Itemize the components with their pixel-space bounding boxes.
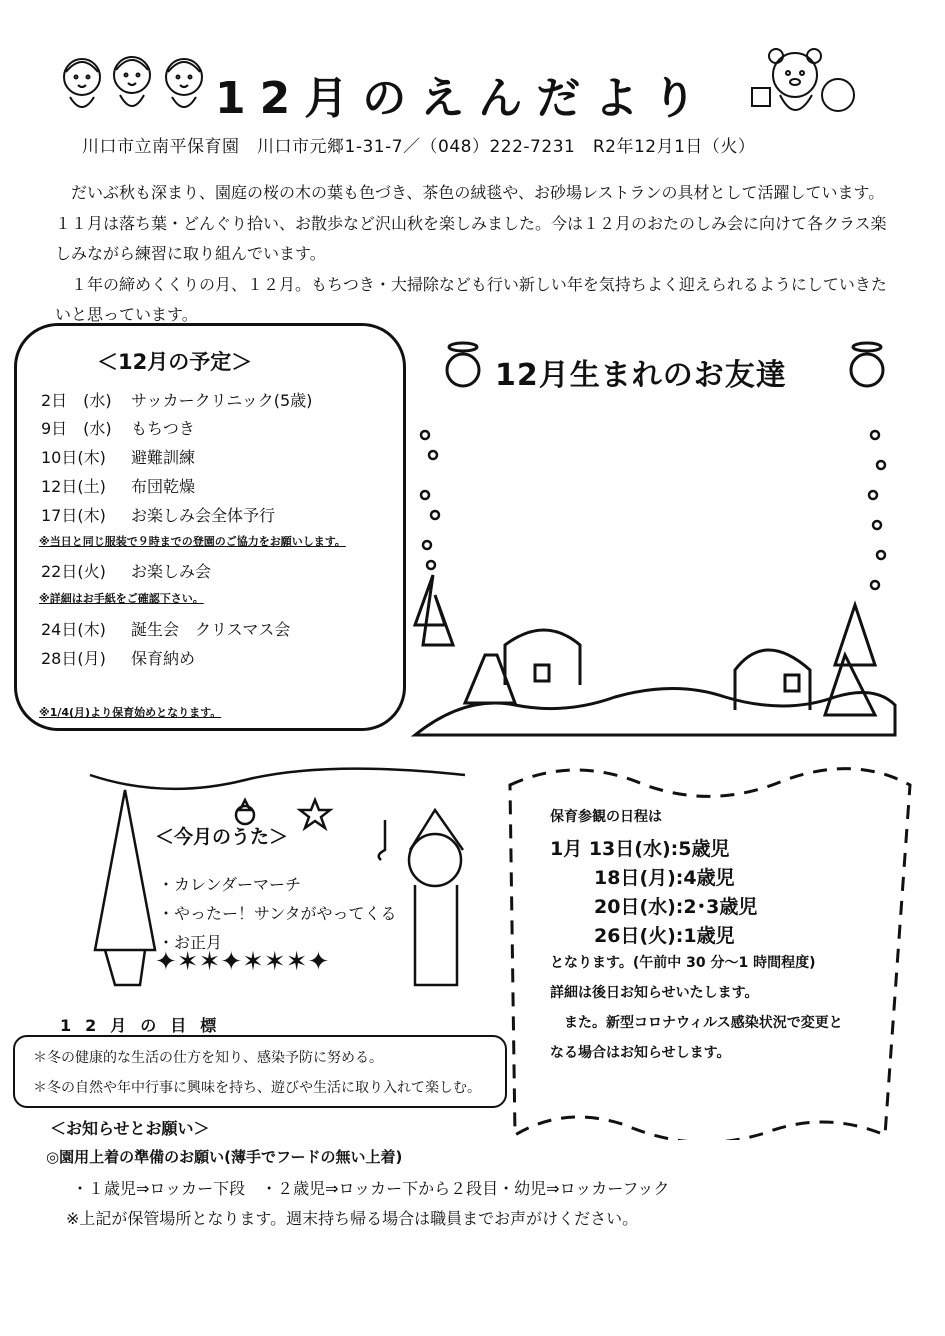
birthday-title: 12月生まれのお友達 [495,358,787,393]
intro-text [55,178,895,331]
schedule-event: 避難訓練 [131,448,196,467]
schedule-row [41,617,290,640]
schedule-note: ※1/4(月)より保育始めとなります。 [39,706,222,719]
schedule-event: サッカークリニック(5歳) [131,391,313,410]
schedule-row [41,559,211,582]
schedule-date: 17日(木) [41,506,106,525]
goals-title: 12月の目標 [60,1016,231,1035]
schedule-event: もちつき [131,419,195,438]
visit-heading: 保育参観の日程は [550,809,662,825]
schedule-date: 2日 (水) [41,391,112,410]
visit-row: 18日(月):4歳児 [594,867,735,889]
visit-schedule [550,806,880,1068]
schedule-date: 12日(土) [41,477,106,496]
goal-item: ＊冬の健康的な生活の仕方を知り、感染予防に努める。 [33,1050,383,1066]
visit-row: 1月 13日(水):5歳児 [550,838,730,860]
singing-children-illustration [52,42,217,122]
schedule-row [41,503,275,526]
svg-text:✦✶✶✦✶✶✶✦: ✦✶✶✦✶✶✶✦ [155,947,330,977]
notice-title: ＜お知らせとお願い＞ [50,1119,210,1138]
schedule-date: 24日(木) [41,620,106,639]
schedule-row [41,388,312,411]
schedule-event: 保育納め [131,649,196,668]
schedule-event: お楽しみ会全体予行 [131,506,276,525]
schedule-title: ＜12月の予定＞ [97,350,253,374]
goal-item: ＊冬の自然や年中行事に興味を持ち、遊びや生活に取り入れて楽しむ。 [33,1080,481,1096]
schedule-date: 10日(木) [41,448,106,467]
schedule-row [41,445,195,468]
visit-row: 26日(火):1歳児 [594,925,735,947]
schedule-event: お楽しみ会 [131,562,212,581]
songs-title: ＜今月のうた＞ [155,826,289,848]
visit-text: となります。(午前中 30 分～1 時間程度) [550,955,816,971]
visit-text: また。新型コロナウィルス感染状況で変更と [550,1015,843,1031]
schedule-event: 布団乾燥 [131,477,196,496]
song-item: ・やったー！サンタがやってくる [158,904,397,923]
intro-paragraph: １年の締めくくりの月、１２月。もちつき・大掃除なども行い新しい年を気持ちよく迎えられるようにしていきたいと思っています。 [55,274,887,324]
notice-note: ※上記が保管場所となります。週末持ち帰る場合は職員までお声がけください。 [66,1209,639,1228]
schedule-box [14,323,406,731]
schedule-row [41,646,195,669]
notice-items: ・１歳児⇒ロッカー下段 ・２歳児⇒ロッカー下から２段目・幼児⇒ロッカーフック [72,1179,670,1198]
bear-santa-illustration [740,40,860,130]
schedule-note: ※詳細はお手紙をご確認下さい。 [39,592,204,605]
nursery-info: 川口市立南平保育園 川口市元郷1-31-7／（048）222-7231 R2年12月1日（火） [82,137,756,157]
schedule-date: 9日 (水) [41,419,112,438]
schedule-date: 22日(火) [41,562,106,581]
visit-text: なる場合はお知らせします。 [550,1045,731,1061]
visit-text: 詳細は後日お知らせいたします。 [550,985,759,1001]
page-title: 12月のえんだより [215,73,711,124]
schedule-row [41,416,195,439]
schedule-row [41,474,195,497]
schedule-event: 誕生会 クリスマス会 [131,620,291,639]
intro-paragraph: だいぶ秋も深まり、園庭の桜の木の葉も色づき、茶色の絨毯や、お砂場レストランの具材として活躍しています。１１月は落ち葉・どんぐり拾い、お散歩など沢山秋を楽しみました。今は１２月のおたのしみ会に向けて各クラス楽しみながら練習に取り組んでいます。 [55,183,887,263]
song-item: ・カレンダーマーチ [158,875,301,894]
notice-subtitle: ◎園用上着の準備のお願い(薄手でフードの無い上着) [46,1148,403,1166]
schedule-date: 28日(月) [41,649,106,668]
goals-box [13,1035,507,1108]
visit-row: 20日(水):2･3歳児 [594,896,758,918]
schedule-note: ※当日と同じ服装で９時までの登園のご協力をお願いします。 [39,535,346,548]
song-item: ・お正月 [158,933,223,952]
